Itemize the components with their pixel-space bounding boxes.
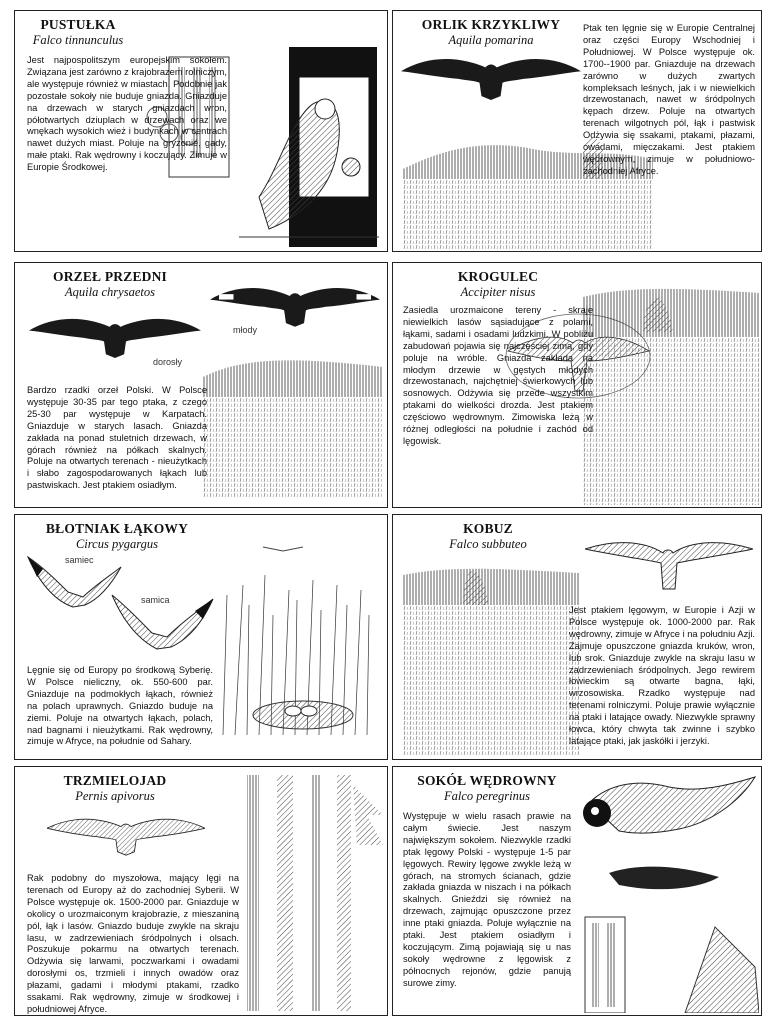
card-orzel-przedni — [14, 262, 388, 508]
landscape-illustration — [403, 555, 579, 755]
species-description: Jest ptakiem lęgowym, w Europie i Azji w Polsce występuje ok. 1000-2000 par. Rak wędrowny, zimuje w Afryce i na południu Azji. Zajmuje opuszczone gniazda kruków, wron, lub srok. Gniazduje zwykle na skraju lasu w zadrzewieniach śródpolnych. Jego rewirem łowieckim są otwarte bagna, łąki, wrzosowiska. Rzadko występuje nad terenami rolniczymi. Poluje prawie wyłącznie na ptaki i latające owady. Niezwykle sprawny łowca, który chwyta tak zwinne i szybko latające ptaki, jak jaskółki i jerzyki. — [569, 605, 755, 746]
species-name: KOBUZ — [463, 521, 513, 536]
species-description: Jest najpospolitszym europejskim sokołem. Związana jest zarówno z krajobrazem rolniczym, ale występuje również w miastach. Podobnie jak pozostałe sokoły nie buduje gniazda. Gniazduje na drzewach w starych gniazdach wron, półotwartych dziuplach w drzewach oraz we wnękach wysokich wież i budynkach w centrach nawet dużych miast. Poluje na gryzonie, gady, małe ptaki. Rak wędrowny i koczujący. Zimuje w Europie Środkowej. — [27, 55, 227, 173]
eagle-silhouette — [401, 51, 581, 103]
species-latin-name: Falco peregrinus — [444, 789, 530, 803]
card-kobuz — [392, 514, 762, 760]
species-description: Ptak ten lęgnie się w Europie Centralnej oraz części Europy Wschodniej i Południowej. W Polsce występuje ok. 1700--1900 par. Gniazduje na drzewach zarówno w dużych zwartych kompleksach leśnych, jak i w niewielkich drzewostanach, nawet w śródpolnych kępach drzew. Poluje na otwartych terenach wilgotnych pól, łąk i pastwisk Odżywia się ssakami, ptakami, płazami, owadami, mięczakami. Jest ptakiem wędrownym, zimuje w południowo-zachodniej Afryce. — [583, 23, 755, 176]
species-description: Rak podobny do myszołowa, mający lęgi na terenach od Europy aż do zachodniej Syberii. W Polsce występuje ok. 1500-2000 par. Gniazduje w okolicy o urozmaiconym krajobrazie, z mieszaniną pól, łąk i lasów. Gniazdo buduje zwykle na skraju lasu, w zadrzewieniach śródpolnych i olsach. Poszukuje pokarmu na otwartych terenach. Odżywia się larwami, poczwarkami i owadami dorosłymi os, trzmieli i innych owadów oraz płazami, gadami i młodymi ptakami, rzadko ssakami. Rak wędrowny, zimuje w środkowej i południowej Afryce. — [27, 873, 239, 1014]
card-trzmielojad — [14, 766, 388, 1016]
species-description: Występuje w wielu rasach prawie na całym świecie. Jest naszym największym sokołem. Niezwykle rzadki ptak lęgowy Polski - występuje 1-5 par lęgowych. Rewiry lęgowe zwykle leżą w górach, na stromych ścianach, gdzie zakłada gniazda w niszach i na półkach skalnych. Gnieździ się również na drzewach, zajmując opuszczone przez inne ptaki gniazda. Poluje wyłącznie na ptaki. Jest ptakiem osiadłym i koczującym. Zimą pojawiają się u nas sokoły wędrowne z lęgowisk z północnych rejonów, gdzie panują surowe zimy. — [403, 811, 571, 988]
label-adult: dorosły — [153, 357, 183, 367]
card-krogulec — [392, 262, 762, 508]
forest-illustration — [237, 775, 383, 1011]
species-name: SOKÓŁ WĘDROWNY — [417, 773, 557, 788]
species-name: ORZEŁ PRZEDNI — [53, 269, 167, 284]
reeds-nest-illustration — [213, 535, 383, 735]
species-latin-name: Aquila pomarina — [448, 33, 534, 47]
species-name: ORLIK KRZYKLIWY — [421, 17, 561, 32]
species-name: PUSTUŁKA — [40, 17, 116, 32]
card-orlik-krzykliwy — [392, 10, 762, 252]
landscape-illustration — [583, 277, 759, 505]
peregrine-illustration — [569, 773, 759, 903]
species-latin-name: Falco tinnunculus — [32, 33, 124, 47]
species-name: KROGULEC — [457, 269, 539, 284]
label-male: samiec — [65, 555, 94, 565]
hobby-illustration — [585, 531, 753, 593]
species-latin-name: Falco subbuteo — [449, 537, 527, 551]
species-name: BŁOTNIAK ŁĄKOWY — [45, 521, 189, 536]
species-latin-name: Circus pygargus — [75, 537, 159, 551]
card-sokol-wedrowny — [392, 766, 762, 1016]
species-description: Bardzo rzadki orzeł Polski. W Polsce występuje 30-35 par tego ptaka, z czego 25-30 par występuje w Karpatach. Gniazduje w starych lasach. Gniazda zakłada na ponad stuletnich drzewach, w górach również na półkach skalnych. Poluje na otwartych terenach - nieużytkach i słabo zagospodarowanych łąkach lub pastwiskach. Jest ptakiem osiadłym. — [27, 385, 207, 491]
label-female: samica — [141, 595, 170, 605]
label-young: młody — [233, 325, 258, 335]
card-pustulka — [14, 10, 388, 252]
species-latin-name: Aquila chrysaetos — [65, 285, 155, 299]
city-illustration — [565, 907, 759, 1013]
species-description: Lęgnie się od Europy po środkową Syberię. W Polsce nieliczny, ok. 550-600 par. Gniazduje na podmokłych łąkach, również na polach uprawnych. Gniazdo buduje na ziemi. Poluje na otwartych łąkach, polach, nad bagnami i nieużytkami. Rak wędrowny, zimuje w Afryce, na południe od Sahary. — [27, 665, 213, 747]
card-blotniak-lakowy — [14, 514, 388, 760]
landscape-illustration — [203, 347, 383, 497]
honey-buzzard-illustration — [47, 807, 205, 863]
eagle-young-silhouette — [210, 281, 380, 329]
species-description: Zasiedla urozmaicone tereny - skraje niewielkich lasów sąsiadujące z polami, łąkami, sadami i osadami ludzkimi. W pobliżu zabudowań pojawia się najczęściej zimą, gdy poluje na wróble. Gniazda zakłada na młodym drzewie w gęstych młodych drzewostanach, najchętniej świerkowych lub sosnowych. Odżywia się przede wszystkim ptakami do wielkości drozda. Jest ptakiem częściowo wędrownym. Zimowiska leżą w różnej odległości na południe i zachód od lęgowisk. — [403, 305, 593, 446]
eagle-adult-silhouette — [29, 311, 201, 361]
species-latin-name: Pernis apivorus — [75, 789, 155, 803]
species-name: TRZMIELOJAD — [63, 773, 167, 788]
species-latin-name: Accipiter nisus — [460, 285, 536, 299]
